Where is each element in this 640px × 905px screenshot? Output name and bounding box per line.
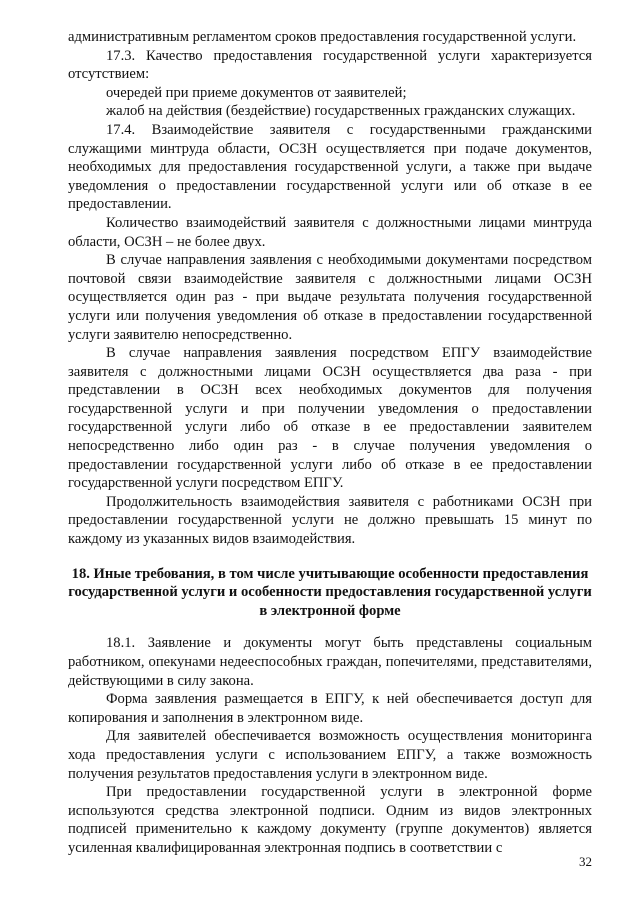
paragraph-epgu: В случае направления заявления посредством ЕПГУ взаимодействие заявителя с должностными лицами ОСЗН осуществляется два раза - при представлении в ОСЗН всех необходимых документов для получения государственной услуги и при получении уведомления о предоставлении государственной услуги либо об отказе в ее предоставлении заявителем непосредственно либо один раз - в случае получения уведомления о предоставлении государственной услуги либо об отказе в ее предоставлении государственной услуги посредством ЕПГУ. — [68, 345, 592, 492]
paragraphs-after-heading — [68, 634, 592, 857]
page-content — [68, 28, 592, 858]
page-number: 32 — [579, 854, 592, 869]
paragraph-form-epgu: Форма заявления размещается в ЕПГУ, к ней обеспечивается доступ для копирования и заполнения в электронном виде. — [68, 691, 592, 726]
paragraph-monitoring: Для заявителей обеспечивается возможность осуществления мониторинга хода предоставления услуги с использованием ЕПГУ, а также возможность получения результатов предоставления услуги в электронном виде. — [68, 728, 592, 782]
paragraph-duration: Продолжительность взаимодействия заявителя с работниками ОСЗН при предоставлении государственной услуги не должно превышать 15 минут по каждому из указанных видов взаимодействия. — [68, 493, 592, 548]
paragraph-postal: В случае направления заявления с необходимыми документами посредством почтовой связи взаимодействие заявителя с должностными лицами ОСЗН осуществляется один раз - при выдаче результата получения государственной услуги или получения уведомления об отказе в предоставлении государственной услуги заявителю непосредственно. — [68, 252, 592, 343]
paragraph-queues: очередей при приеме документов от заявителей; — [106, 84, 407, 101]
section-heading-18: 18. Иные требования, в том числе учитывающие особенности предоставления государственной услуги и особенности предоставления государственной услуги в электронной форме — [68, 565, 592, 619]
paragraph-18-1: 18.1. Заявление и документы могут быть представлены социальным работником, опекунами недееспособных граждан, попечителями, представителями, действующими в силу закона. — [68, 635, 592, 689]
paragraph-17-4: 17.4. Взаимодействие заявителя с государственными гражданскими служащими минтруда области, ОСЗН осуществляется при подаче документов, необходимых для предоставления государственной услуги, а также при выдаче уведомления о предоставлении государственной услуги или об отказе в ее предоставлении. — [68, 121, 592, 213]
paragraph-signature: При предоставлении государственной услуги в электронной форме используются средства электронной подписи. Одним из видов электронных подписей применительно к каждому документу (группе документов) является усиленная квалифицированная электронная подпись в соответствии с — [68, 784, 592, 856]
paragraph-complaints: жалоб на действия (бездействие) государственных гражданских служащих. — [106, 103, 576, 120]
paragraphs-before-heading — [68, 28, 592, 549]
paragraph-continuation: административным регламентом сроков предоставления государственной услуги. — [68, 29, 577, 45]
paragraph-17-3: 17.3. Качество предоставления государственной услуги характеризуется отсутствием: — [68, 47, 592, 83]
paragraph-interactions-count: Количество взаимодействий заявителя с должностными лицами минтруда области, ОСЗН – не более двух. — [68, 214, 592, 250]
